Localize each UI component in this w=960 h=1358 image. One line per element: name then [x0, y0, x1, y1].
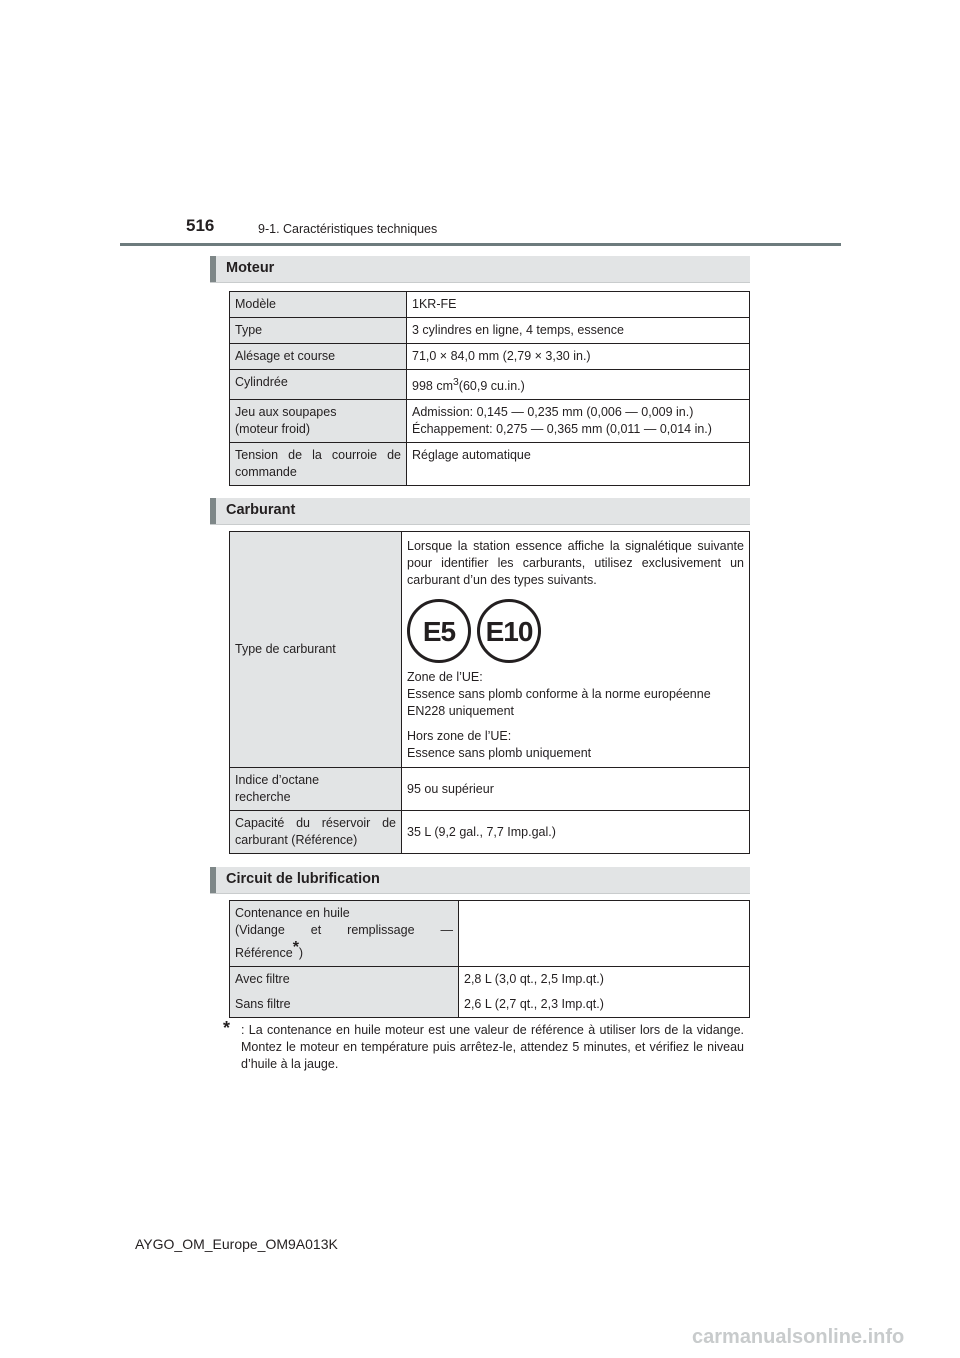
value-text: 998 cm	[412, 379, 453, 394]
table-row	[230, 443, 750, 486]
eu-zone-text: Essence sans plomb conforme à la norme européenne EN228 uniquement	[407, 687, 711, 718]
non-eu-zone-block	[407, 728, 744, 762]
label-line: carburant (Référence)	[235, 833, 358, 847]
table-row	[230, 811, 750, 854]
table-row	[230, 292, 750, 318]
value-text: (60,9 cu.in.)	[458, 379, 525, 394]
table-row	[230, 768, 750, 811]
label-line: Capacité du réservoir de	[235, 816, 396, 830]
row-value: 35 L (9,2 gal., 7,7 Imp.gal.)	[402, 811, 750, 854]
label-line: (Vidange et remplissage —	[235, 923, 453, 937]
table-row	[230, 400, 750, 443]
document-code: AYGO_OM_Europe_OM9A013K	[135, 1236, 338, 1252]
lubrication-table	[229, 900, 750, 1018]
fuel-label-e10-icon: E10	[477, 599, 541, 663]
row-value	[402, 532, 750, 768]
header-rule	[120, 243, 841, 246]
engine-table	[229, 291, 750, 486]
row-value: 2,6 L (2,7 qt., 2,3 Imp.qt.)	[459, 992, 750, 1018]
fuel-intro: Lorsque la station essence affiche la signalétique suivante pour identifier les carburants, utilisez exclusivement un carburant d’un des types suivants.	[407, 539, 744, 587]
label-text: Référence	[235, 946, 293, 961]
label-line	[235, 939, 453, 962]
table-row	[230, 901, 750, 967]
page-number: 516	[186, 216, 215, 235]
section-title-lubrication: Circuit de lubrification	[226, 871, 380, 887]
label-line: commande	[235, 465, 297, 480]
row-label: Type de carburant	[230, 532, 402, 768]
footnote-marker: *	[292, 939, 299, 956]
row-value: 71,0 × 84,0 mm (2,79 × 3,30 in.)	[407, 344, 750, 370]
label-line: recherche	[235, 790, 291, 804]
table-row	[230, 318, 750, 344]
table-row	[230, 967, 750, 993]
footnote	[223, 1018, 744, 1073]
value-line: Échappement: 0,275 — 0,365 mm (0,011 — 0,014 in.)	[412, 422, 712, 437]
table-row	[230, 344, 750, 370]
row-label: Modèle	[230, 292, 407, 318]
section-header-fuel	[210, 498, 750, 525]
footnote-text: : La contenance en huile moteur est une valeur de référence à utiliser lors de la vidange. Montez le moteur en température puis arrêtez-le, attendez 5 minutes, et vérifiez le niveau d’huile à la jauge.	[241, 1023, 744, 1071]
row-value: 1KR-FE	[407, 292, 750, 318]
fuel-labels	[407, 599, 744, 663]
watermark: carmanualsonline.info	[692, 1326, 905, 1348]
row-label: Type	[230, 318, 407, 344]
footnote-marker: *	[223, 1018, 231, 1038]
section-title-engine: Moteur	[226, 260, 275, 276]
row-value	[407, 400, 750, 443]
eu-zone-title: Zone de l’UE:	[407, 670, 483, 684]
row-value	[407, 370, 750, 400]
chapter-title: 9-1. Caractéristiques techniques	[258, 222, 438, 236]
row-label	[230, 811, 402, 854]
section-marker	[210, 256, 216, 282]
fuel-label-e5-icon: E5	[407, 599, 471, 663]
section-title-fuel: Carburant	[226, 502, 296, 518]
row-value: 3 cylindres en ligne, 4 temps, essence	[407, 318, 750, 344]
row-label	[230, 443, 407, 486]
fuel-table	[229, 531, 750, 854]
section-marker	[210, 867, 216, 893]
section-header-lubrication	[210, 867, 750, 894]
row-label	[230, 768, 402, 811]
row-value: 95 ou supérieur	[402, 768, 750, 811]
non-eu-zone-title: Hors zone de l’UE:	[407, 729, 512, 743]
value-line: Admission: 0,145 — 0,235 mm (0,006 — 0,009 in.)	[412, 405, 694, 420]
table-row	[230, 370, 750, 400]
row-label: Alésage et course	[230, 344, 407, 370]
non-eu-zone-text: Essence sans plomb uniquement	[407, 746, 592, 760]
superscript: 3	[453, 377, 459, 388]
row-value: Réglage automatique	[407, 443, 750, 486]
label-text: )	[298, 946, 304, 961]
label-line: Contenance en huile	[235, 906, 350, 920]
section-marker	[210, 498, 216, 524]
row-label	[230, 901, 459, 967]
label-line: Indice d’octane	[235, 773, 320, 787]
label-line: Jeu aux soupapes	[235, 405, 337, 420]
row-label: Cylindrée	[230, 370, 407, 400]
table-row	[230, 992, 750, 1018]
row-value	[459, 901, 750, 967]
row-label	[230, 400, 407, 443]
row-label: Avec filtre	[230, 967, 459, 993]
row-value: 2,8 L (3,0 qt., 2,5 Imp.qt.)	[459, 967, 750, 993]
label-line: (moteur froid)	[235, 422, 311, 437]
section-header-engine	[210, 256, 750, 283]
eu-zone-block	[407, 669, 744, 720]
label-line: Tension de la courroie de	[235, 448, 401, 463]
table-row	[230, 532, 750, 768]
row-label: Sans filtre	[230, 992, 459, 1018]
